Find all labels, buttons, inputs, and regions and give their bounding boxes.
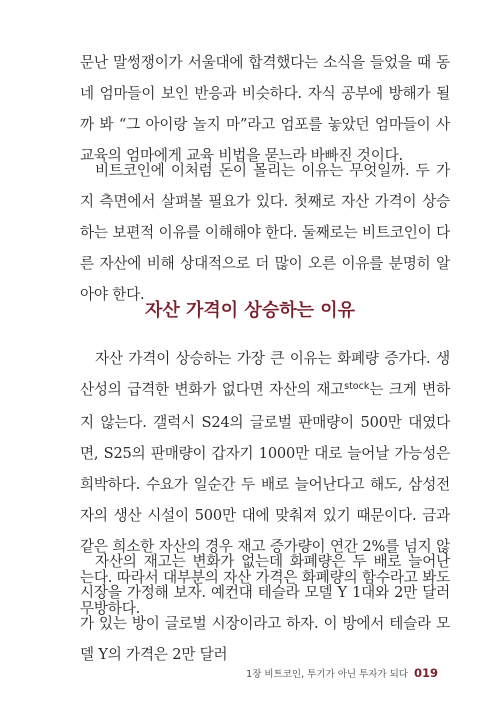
body-paragraph-1: 문난 말썽쟁이가 서울대에 합격했다는 소식을 들었을 때 동네 엄마들이 보인 반응과 비슷하다. 자식 공부에 방해가 될까 봐 “그 아이랑 놀지 마”라고 엄포를 놓았던 엄마들이 사교육의 엄마에게 교육 비법을 묻느라 바빠진 것이다. — [80, 54, 450, 164]
page-number: 019 — [413, 666, 438, 680]
body-paragraph-2: 비트코인에 이처럼 돈이 몰리는 이유는 무엇일까. 두 가지 측면에서 살펴볼 필요가 있다. 첫째로 자산 가격이 상승하는 보편적 이유를 이해해야 한다. 둘째로는 비트코인이 다른 자산에 비해 상대적으로 더 많이 오른 이유를 분명히 알아야 한다. — [80, 162, 450, 303]
running-footer-chapter: 1장 비트코인, 투기가 아닌 투자가 되다 — [246, 669, 408, 680]
paragraph-3-text-a: 자산 가격이 상승하는 가장 큰 이유는 화폐량 증가다. 생산성의 급격한 변화가 없다면 자산의 재고 — [80, 350, 450, 398]
paragraph-3-text-b: 는 크게 변하지 않는다. 갤럭시 S24의 글로벌 판매량이 500만 대였다면, S25의 판매량이 갑자기 1000만 대로 늘어날 가능성은 희박하다. 수요가 일순간 두 배로 늘어난다고 해도, 삼성전자의 생산 시설이 500만 대에 맞춰져 있기 때문이다. 금과 같은 희소한 자산의 경우 재고 증가량이 연간 2%를 넘지 않는다. 따라서 대부분의 자산 가격은 화폐량의 함수라고 봐도 무방하다. — [80, 381, 450, 617]
stock-annotation: stock — [344, 381, 370, 392]
section-heading: 자산 가격이 상승하는 이유 — [144, 300, 356, 321]
page-footer — [246, 666, 438, 680]
body-paragraph-4: 자산의 재고는 변화가 없는데 화폐량은 두 배로 늘어난 시장을 가정해 보자. 예컨대 테슬라 모델 Y 1대와 2만 달러가 있는 방이 글로벌 시장이라고 하자. 이 방에서 테슬라 모델 Y의 가격은 2만 달러 — [80, 553, 450, 663]
